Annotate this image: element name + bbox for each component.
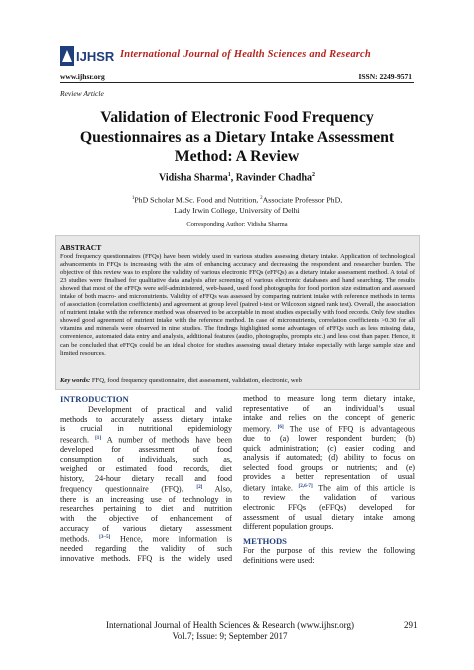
author-list	[60, 172, 414, 183]
text-line: For the purpose of this review the following	[243, 546, 415, 556]
author-separator: ,	[230, 172, 236, 184]
citation-link[interactable]: [3–5]	[99, 534, 111, 541]
citation-link[interactable]: [1]	[95, 434, 102, 441]
text-line: is crucial in nutritional epidemiology	[60, 424, 232, 434]
keywords-label: Key words:	[60, 377, 91, 384]
corresponding-author: Corresponding Author: Vidisha Sharma	[186, 221, 288, 228]
journal-issn: ISSN: 2249-9571	[358, 72, 412, 81]
text-span: frequency questionnaire (FFQ).	[60, 485, 197, 495]
text-span: dietary intake.	[243, 483, 299, 493]
text-line: different population groups.	[243, 522, 334, 532]
affiliation-institution: Lady Irwin College, University of Delhi	[174, 206, 300, 216]
text-line: with the objective of enhancement of	[60, 513, 232, 523]
footer-journal: International Journal of Health Sciences & Research (www.ijhsr.org)	[106, 620, 354, 630]
article-type: Review Article	[60, 89, 104, 98]
keywords	[60, 377, 415, 384]
text-line: developed for assessment of food	[60, 445, 232, 455]
text-line: history, 24-hour dietary recall and food	[60, 473, 232, 483]
citation-link[interactable]: [2,6-7]	[298, 483, 313, 490]
text-line: due to (a) lower respondent burden; (b)	[243, 434, 415, 444]
text-line: electronic FFQs (eFFQs) developed for	[243, 502, 415, 512]
section-heading-methods: METHODS	[243, 535, 287, 546]
text-span: research.	[60, 435, 96, 445]
abstract-body: Food frequency questionnaires (FFQs) have been widely used in various studies assessing dietary intake. Application of technological advancements in FFQs is increasing with the aim of enhancing accuracy and decreasing the respondent and researcher burden. The objective of this review was to explore the validity of various electronic FFQs (eFFQs) as a dietary intake assessment method. A total of 23 studies were finalised for qualitative data analysis after screening of various electronic databases and hand searching. The results showed that most of the eFFQs were self-administered, web-based, used food photographs for food portion size estimation and assessed intake of both macro- and micronutrients. Validity of eFFQs was assessed by comparing nutrient intake with reference methods in terms of association (correlation coefficients) and agreement at group level (paired t-test or Wilcoxon signed rank test). Overall, the association of nutrient intake with the reference method was observed to be acceptable in most studies especially with food records. Only few studies showed good agreement of nutrient intake with the reference method. In case of micronutrients, correlation coefficients >0.30 for all vitamins and minerals were observed in nine studies. The findings highlighted some advantages of eFFQs such as less missing data, convenience, automated data entry and analysis, additional features (audio, photographs, prompts etc.) and less cost than paper. Hence, it can be concluded that eFFQs could be an ideal choice for studies assessing usual dietary intake especially with large sample size and limited resources.	[60, 253, 415, 357]
affiliation-mark: 1	[131, 196, 135, 201]
abstract-heading: ABSTRACT	[60, 243, 102, 252]
author-name: Ravinder Chadha	[235, 172, 313, 184]
text-line	[243, 482, 415, 493]
affiliation-mark: 2	[260, 196, 263, 201]
text-span: Hence, more information is	[110, 534, 232, 544]
logo-text: IJHSR	[76, 49, 115, 64]
author-affiliation-mark: 2	[312, 172, 316, 178]
text-line: accuracy of various dietary assessment	[60, 523, 232, 533]
text-line	[243, 423, 415, 434]
text-line: quick administration; (c) easier coding and	[243, 443, 415, 453]
text-span: Also,	[202, 485, 232, 495]
affiliation-text: Associate Professor PhD,	[262, 195, 343, 205]
citation-link[interactable]: [6]	[277, 423, 284, 430]
page-number: 291	[404, 620, 418, 630]
article-title: Validation of Electronic Food Frequency Questionnaires as a Dietary Intake Assessment Method: A Review	[79, 109, 395, 166]
journal-logo	[60, 46, 118, 66]
text-line: assessment of usual dietary intake among	[243, 512, 415, 522]
text-line: selected food groups or nutrients; and (e)	[243, 462, 415, 472]
text-line: analysis if automated; (d) ability to focus on	[243, 453, 415, 463]
author-affiliation-mark: 1	[227, 172, 231, 178]
text-line	[60, 533, 232, 544]
introduction-body	[60, 405, 232, 564]
footer-volume: Vol.7; Issue: 9; September 2017	[172, 631, 288, 641]
text-line: innovative methods. FFQ is the widely used	[60, 553, 232, 563]
text-span: memory.	[243, 424, 278, 434]
journal-website: www.ijhsr.org	[60, 72, 105, 81]
text-line: intake and relies on the concept of generic	[243, 413, 415, 423]
text-line: representative of an individual’s usual	[243, 403, 415, 413]
text-line: needed regarding the validity of such	[60, 544, 232, 554]
text-line: researches pertaining to diet and nutrition	[60, 504, 232, 514]
text-span: The use of FFQ is advantageous	[283, 424, 416, 434]
text-span: The aim of this article is	[312, 483, 415, 493]
text-line: Development of practical and valid	[88, 405, 232, 414]
text-line: there is an increasing use of technology in	[60, 494, 232, 504]
page-footer	[60, 620, 400, 642]
author-name: Vidisha Sharma	[158, 172, 228, 184]
text-line: weighed or estimated food records, diet	[60, 464, 232, 474]
header-rule	[60, 82, 414, 83]
text-line: definitions were used:	[243, 555, 315, 565]
text-line: consumption of individuals, such as,	[60, 454, 232, 464]
citation-link[interactable]: [2]	[196, 484, 203, 491]
text-span: methods.	[60, 534, 100, 544]
affiliations	[60, 194, 414, 217]
section-heading-introduction: INTRODUCTION	[60, 394, 129, 404]
text-line: method to measure long term dietary intake,	[243, 394, 415, 403]
text-line: to review the validation of various	[243, 493, 415, 503]
text-line	[60, 434, 232, 445]
affiliation-text: PhD Scholar M.Sc. Food and Nutrition,	[134, 195, 261, 205]
journal-name: International Journal of Health Sciences and Research	[120, 49, 371, 60]
text-line: methods to accurately assess dietary intake	[60, 414, 232, 424]
keywords-list: FFQ, food frequency questionnaire, diet assessment, validation, electronic, web	[90, 377, 302, 384]
right-column-body	[243, 394, 415, 565]
text-line: provides a better representation of usual	[243, 472, 415, 482]
text-span: A number of methods have been	[101, 435, 232, 445]
text-line	[60, 483, 232, 494]
